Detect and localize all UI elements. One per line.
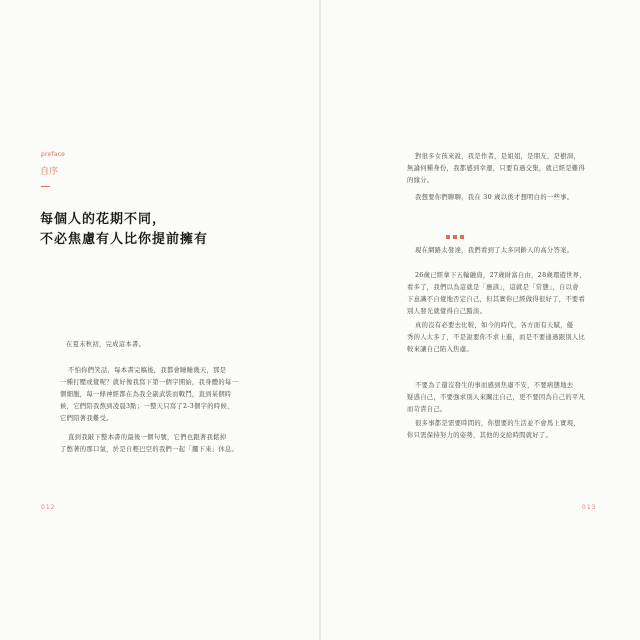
text-line: 現在網路太發達，我們看到了太多同齡人的高分答案。	[415, 247, 574, 254]
paragraph	[407, 320, 585, 356]
headline-line: 每個人的花期不同，	[40, 212, 167, 227]
text-line: 在夏末秋初，完成這本書。	[66, 341, 146, 348]
paragraph	[60, 432, 238, 456]
text-line: 真的沒有必要去比較，如今的時代，各方面有天賦，優	[415, 322, 574, 329]
text-line: 無論何種身份，我都感到幸運，只要有過交集，就已經是難得	[407, 165, 586, 172]
text-line: 秀的人太多了，不是說要你不求上進，而是不要通過跟別人比	[407, 334, 586, 341]
text-line: 的緣分。	[407, 177, 434, 184]
paragraph	[407, 151, 585, 187]
text-line: 對很多女孩來說，我是作者，是姐姐，是朋友，是樹洞，	[415, 153, 580, 160]
paragraph	[66, 339, 145, 351]
paragraph	[407, 270, 586, 318]
headline-line: 不必焦慮有人比你提前擁有	[40, 232, 209, 247]
text-line: 很多事都是需要時間的，你想要的生活並不會馬上實現，	[415, 420, 580, 427]
text-line: 而苛責自己。	[407, 406, 447, 413]
section-title: 自序	[40, 167, 59, 177]
text-line: 不怕你們笑話，每本書完稿後，我都會睡睡幾天，那是	[68, 367, 227, 374]
text-line: 你只需保持努力的姿勢，其他的交給時間就好了。	[407, 432, 553, 439]
text-line: 下意識不自覺地否定自己，但其實你已經做得很好了，不要看	[407, 296, 586, 303]
text-line: 了憋著的那口氣，於是自輕巴空的我們一起「擱下來」休息。	[60, 446, 239, 453]
paragraph	[407, 418, 580, 442]
text-line: 別人發光就覺得自己黯淡。	[407, 308, 487, 315]
text-line: 較來讓自己陷入焦慮。	[407, 346, 473, 353]
paragraph	[407, 380, 585, 416]
text-line: 我想要你們聊聊，我在 30 歲以後才想明白的一些事。	[415, 194, 574, 201]
left-page	[0, 0, 319, 640]
section-separator	[446, 224, 468, 228]
title-rule	[41, 186, 50, 187]
text-line: 看多了，我們以為這就是「應該」，這就是「常態」，自以會	[407, 284, 579, 291]
text-line: 26歲已經拿下五輪融資，27歲財富自由，28歲環遊世界，	[415, 272, 586, 279]
text-line: 直到我敲下整本書的最後一個句號，它們也跟著我鬆掉	[68, 434, 227, 441]
text-line: 個細胞，每一條神經都在為我全副武裝而戰鬥，直到某個時	[60, 391, 232, 398]
text-line: 疑惑自己，不要強求別人來關注自己，更不要因為自己的平凡	[407, 394, 586, 401]
paragraph	[415, 245, 573, 257]
page-number: 013	[582, 504, 597, 511]
text-line: 一種打壓或覺呢？就好像我寫下第一個字開始，我身體的每一	[60, 379, 239, 386]
chapter-headline	[40, 210, 208, 250]
page-number: 012	[41, 504, 56, 511]
paragraph	[60, 365, 238, 425]
text-line: 它們陪著我難受。	[60, 415, 113, 422]
preface-label: preface	[41, 151, 66, 158]
paragraph	[415, 192, 573, 204]
text-line: 候，它們陪我熬到凌晨3點；一整天只寫了2-3個字的時候，	[60, 403, 234, 410]
text-line: 不要為了還沒發生的事而感到焦慮不安，不要病態地去	[415, 382, 574, 389]
